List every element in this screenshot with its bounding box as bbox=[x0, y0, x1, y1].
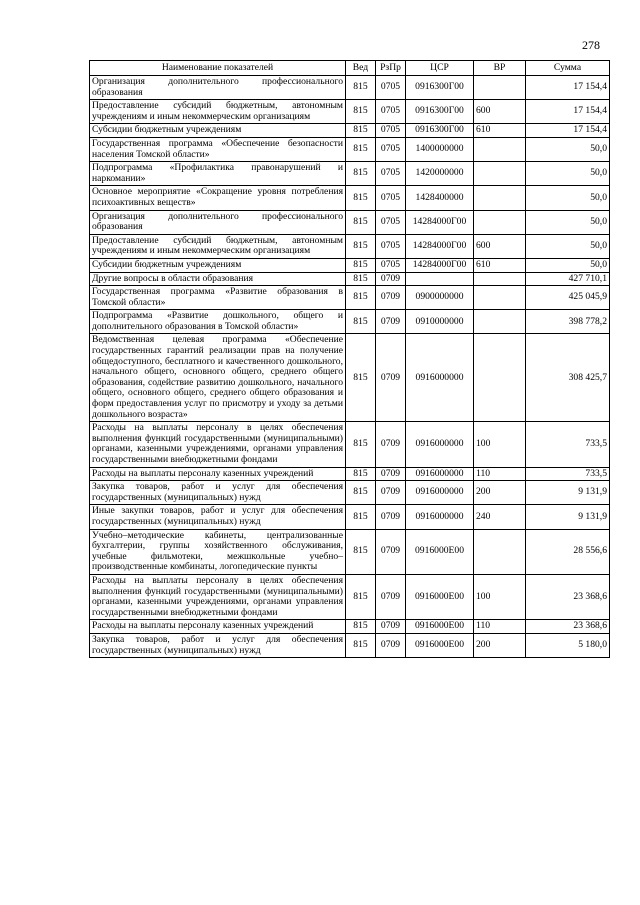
cell-name: Расходы на выплаты персоналу казенных учреждений bbox=[90, 620, 346, 634]
table-row bbox=[90, 286, 610, 310]
cell-sum: 50,0 bbox=[526, 162, 610, 186]
cell-ved: 815 bbox=[346, 481, 376, 505]
cell-csr: 0916000000 bbox=[406, 422, 474, 467]
cell-name: Расходы на выплаты персоналу в целях обеспечения выполнения функций государственными (муниципальными) органами, казенными учреждениями, органами управления государственными внебюджетными фондами bbox=[90, 422, 346, 467]
cell-name: Предоставление субсидий бюджетным, автономным учреждениям и иным некоммерческим организациям bbox=[90, 234, 346, 258]
cell-name: Государственная программа «Развитие образования в Томской области» bbox=[90, 286, 346, 310]
cell-csr: 14284000Г00 bbox=[406, 258, 474, 272]
cell-name: Ведомственная целевая программа «Обеспечение государственных гарантий реализации прав на получение общедоступного, бесплатного и качественного дошкольного, начального общего, основного общего, среднего общего образования, содействие развитию дошкольного, начального общего, основного общего, среднего общего образования и форм предоставления услуг по присмотру и уходу за детьми дошкольного возраста» bbox=[90, 334, 346, 422]
cell-csr: 0916000Е00 bbox=[406, 620, 474, 634]
cell-csr: 14284000Г00 bbox=[406, 210, 474, 234]
budget-table bbox=[89, 60, 610, 658]
cell-sum: 733,5 bbox=[526, 422, 610, 467]
cell-csr: 14284000Г00 bbox=[406, 234, 474, 258]
cell-rzpr: 0705 bbox=[376, 124, 406, 138]
cell-rzpr: 0709 bbox=[376, 633, 406, 657]
table-row bbox=[90, 310, 610, 334]
cell-ved: 815 bbox=[346, 186, 376, 210]
cell-sum: 17 154,4 bbox=[526, 76, 610, 100]
cell-sum: 427 710,1 bbox=[526, 272, 610, 286]
cell-vr: 100 bbox=[474, 422, 526, 467]
cell-csr: 0916300Г00 bbox=[406, 100, 474, 124]
table-row bbox=[90, 529, 610, 574]
cell-rzpr: 0705 bbox=[376, 210, 406, 234]
table-row bbox=[90, 467, 610, 481]
cell-sum: 23 368,6 bbox=[526, 620, 610, 634]
cell-ved: 815 bbox=[346, 258, 376, 272]
cell-name: Предоставление субсидий бюджетным, автономным учреждениям и иным некоммерческим организациям bbox=[90, 100, 346, 124]
cell-vr: 200 bbox=[474, 481, 526, 505]
table-row bbox=[90, 137, 610, 161]
table-row bbox=[90, 210, 610, 234]
cell-sum: 9 131,9 bbox=[526, 505, 610, 529]
cell-ved: 815 bbox=[346, 422, 376, 467]
cell-sum: 17 154,4 bbox=[526, 100, 610, 124]
cell-name: Подпрограмма «Развитие дошкольного, общего и дополнительного образования в Томской области» bbox=[90, 310, 346, 334]
cell-vr: 110 bbox=[474, 467, 526, 481]
cell-rzpr: 0709 bbox=[376, 529, 406, 574]
cell-sum: 733,5 bbox=[526, 467, 610, 481]
cell-sum: 9 131,9 bbox=[526, 481, 610, 505]
cell-sum: 50,0 bbox=[526, 186, 610, 210]
table-row bbox=[90, 620, 610, 634]
table-row bbox=[90, 481, 610, 505]
header-sum: Сумма bbox=[526, 61, 610, 76]
cell-ved: 815 bbox=[346, 505, 376, 529]
cell-vr bbox=[474, 272, 526, 286]
cell-ved: 815 bbox=[346, 137, 376, 161]
cell-sum: 425 045,9 bbox=[526, 286, 610, 310]
cell-vr bbox=[474, 334, 526, 422]
cell-vr bbox=[474, 186, 526, 210]
table-row bbox=[90, 272, 610, 286]
cell-sum: 398 778,2 bbox=[526, 310, 610, 334]
cell-rzpr: 0709 bbox=[376, 334, 406, 422]
cell-rzpr: 0709 bbox=[376, 272, 406, 286]
table-body bbox=[90, 76, 610, 658]
cell-csr: 0916000000 bbox=[406, 481, 474, 505]
cell-name: Государственная программа «Обеспечение безопасности населения Томской области» bbox=[90, 137, 346, 161]
cell-ved: 815 bbox=[346, 272, 376, 286]
table-row bbox=[90, 76, 610, 100]
cell-name: Закупка товаров, работ и услуг для обеспечения государственных (муниципальных) нужд bbox=[90, 633, 346, 657]
header-rzpr: РзПр bbox=[376, 61, 406, 76]
cell-rzpr: 0709 bbox=[376, 481, 406, 505]
cell-vr: 600 bbox=[474, 234, 526, 258]
table-row bbox=[90, 633, 610, 657]
cell-ved: 815 bbox=[346, 100, 376, 124]
cell-ved: 815 bbox=[346, 124, 376, 138]
cell-rzpr: 0705 bbox=[376, 258, 406, 272]
cell-rzpr: 0709 bbox=[376, 620, 406, 634]
cell-name: Расходы на выплаты персоналу казенных учреждений bbox=[90, 467, 346, 481]
cell-csr: 0900000000 bbox=[406, 286, 474, 310]
cell-vr bbox=[474, 286, 526, 310]
header-ved: Вед bbox=[346, 61, 376, 76]
cell-vr: 610 bbox=[474, 258, 526, 272]
cell-rzpr: 0705 bbox=[376, 234, 406, 258]
cell-csr: 0916000000 bbox=[406, 467, 474, 481]
cell-rzpr: 0709 bbox=[376, 286, 406, 310]
cell-rzpr: 0709 bbox=[376, 505, 406, 529]
cell-csr: 1420000000 bbox=[406, 162, 474, 186]
cell-vr: 600 bbox=[474, 100, 526, 124]
table-row bbox=[90, 574, 610, 619]
cell-name: Иные закупки товаров, работ и услуг для обеспечения государственных (муниципальных) нужд bbox=[90, 505, 346, 529]
cell-name: Подпрограмма «Профилактика правонарушений и наркомании» bbox=[90, 162, 346, 186]
cell-name: Субсидии бюджетным учреждениям bbox=[90, 258, 346, 272]
cell-rzpr: 0705 bbox=[376, 137, 406, 161]
cell-csr: 0916300Г00 bbox=[406, 76, 474, 100]
table-row bbox=[90, 505, 610, 529]
cell-sum: 50,0 bbox=[526, 137, 610, 161]
table-row bbox=[90, 186, 610, 210]
cell-rzpr: 0705 bbox=[376, 162, 406, 186]
table-row bbox=[90, 234, 610, 258]
table-row bbox=[90, 334, 610, 422]
cell-sum: 308 425,7 bbox=[526, 334, 610, 422]
cell-ved: 815 bbox=[346, 76, 376, 100]
page-number: 278 bbox=[582, 38, 600, 52]
cell-sum: 23 368,6 bbox=[526, 574, 610, 619]
cell-sum: 17 154,4 bbox=[526, 124, 610, 138]
cell-csr: 0910000000 bbox=[406, 310, 474, 334]
cell-csr: 0916300Г00 bbox=[406, 124, 474, 138]
cell-ved: 815 bbox=[346, 286, 376, 310]
cell-rzpr: 0709 bbox=[376, 467, 406, 481]
cell-name: Закупка товаров, работ и услуг для обеспечения государственных (муниципальных) нужд bbox=[90, 481, 346, 505]
cell-rzpr: 0709 bbox=[376, 574, 406, 619]
table-row bbox=[90, 422, 610, 467]
cell-csr: 0916000Е00 bbox=[406, 529, 474, 574]
cell-vr: 240 bbox=[474, 505, 526, 529]
cell-ved: 815 bbox=[346, 529, 376, 574]
cell-ved: 815 bbox=[346, 574, 376, 619]
cell-name: Организация дополнительного профессионального образования bbox=[90, 210, 346, 234]
cell-csr bbox=[406, 272, 474, 286]
cell-vr bbox=[474, 76, 526, 100]
cell-csr: 1428400000 bbox=[406, 186, 474, 210]
cell-vr bbox=[474, 529, 526, 574]
cell-name: Основное мероприятие «Сокращение уровня потребления психоактивных веществ» bbox=[90, 186, 346, 210]
cell-ved: 815 bbox=[346, 310, 376, 334]
cell-vr: 610 bbox=[474, 124, 526, 138]
cell-rzpr: 0709 bbox=[376, 310, 406, 334]
cell-ved: 815 bbox=[346, 334, 376, 422]
cell-sum: 50,0 bbox=[526, 258, 610, 272]
cell-rzpr: 0709 bbox=[376, 422, 406, 467]
cell-sum: 50,0 bbox=[526, 234, 610, 258]
cell-sum: 5 180,0 bbox=[526, 633, 610, 657]
cell-csr: 1400000000 bbox=[406, 137, 474, 161]
cell-name: Другие вопросы в области образования bbox=[90, 272, 346, 286]
cell-ved: 815 bbox=[346, 467, 376, 481]
header-row bbox=[90, 61, 610, 76]
header-vr: ВР bbox=[474, 61, 526, 76]
cell-sum: 28 556,6 bbox=[526, 529, 610, 574]
table-row bbox=[90, 124, 610, 138]
cell-csr: 0916000000 bbox=[406, 505, 474, 529]
cell-ved: 815 bbox=[346, 210, 376, 234]
cell-vr: 100 bbox=[474, 574, 526, 619]
cell-vr: 200 bbox=[474, 633, 526, 657]
cell-name: Субсидии бюджетным учреждениям bbox=[90, 124, 346, 138]
cell-rzpr: 0705 bbox=[376, 186, 406, 210]
table-row bbox=[90, 100, 610, 124]
cell-rzpr: 0705 bbox=[376, 100, 406, 124]
cell-csr: 0916000Е00 bbox=[406, 633, 474, 657]
cell-name: Расходы на выплаты персоналу в целях обеспечения выполнения функций государственными (муниципальными) органами, казенными учреждениями, органами управления государственными внебюджетными фондами bbox=[90, 574, 346, 619]
table-header bbox=[90, 61, 610, 76]
table-row bbox=[90, 162, 610, 186]
cell-vr bbox=[474, 310, 526, 334]
cell-ved: 815 bbox=[346, 633, 376, 657]
cell-rzpr: 0705 bbox=[376, 76, 406, 100]
cell-ved: 815 bbox=[346, 162, 376, 186]
cell-ved: 815 bbox=[346, 234, 376, 258]
header-name: Наименование показателей bbox=[90, 61, 346, 76]
cell-csr: 0916000000 bbox=[406, 334, 474, 422]
header-csr: ЦСР bbox=[406, 61, 474, 76]
cell-vr: 110 bbox=[474, 620, 526, 634]
cell-vr bbox=[474, 162, 526, 186]
cell-csr: 0916000Е00 bbox=[406, 574, 474, 619]
cell-vr bbox=[474, 210, 526, 234]
cell-name: Учебно–методические кабинеты, централизованные бухгалтерии, группы хозяйственного обслуживания, учебные фильмотеки, межшкольные учебно–производственные комбинаты, логопедические пункты bbox=[90, 529, 346, 574]
cell-vr bbox=[474, 137, 526, 161]
cell-sum: 50,0 bbox=[526, 210, 610, 234]
cell-name: Организация дополнительного профессионального образования bbox=[90, 76, 346, 100]
cell-ved: 815 bbox=[346, 620, 376, 634]
table-row bbox=[90, 258, 610, 272]
